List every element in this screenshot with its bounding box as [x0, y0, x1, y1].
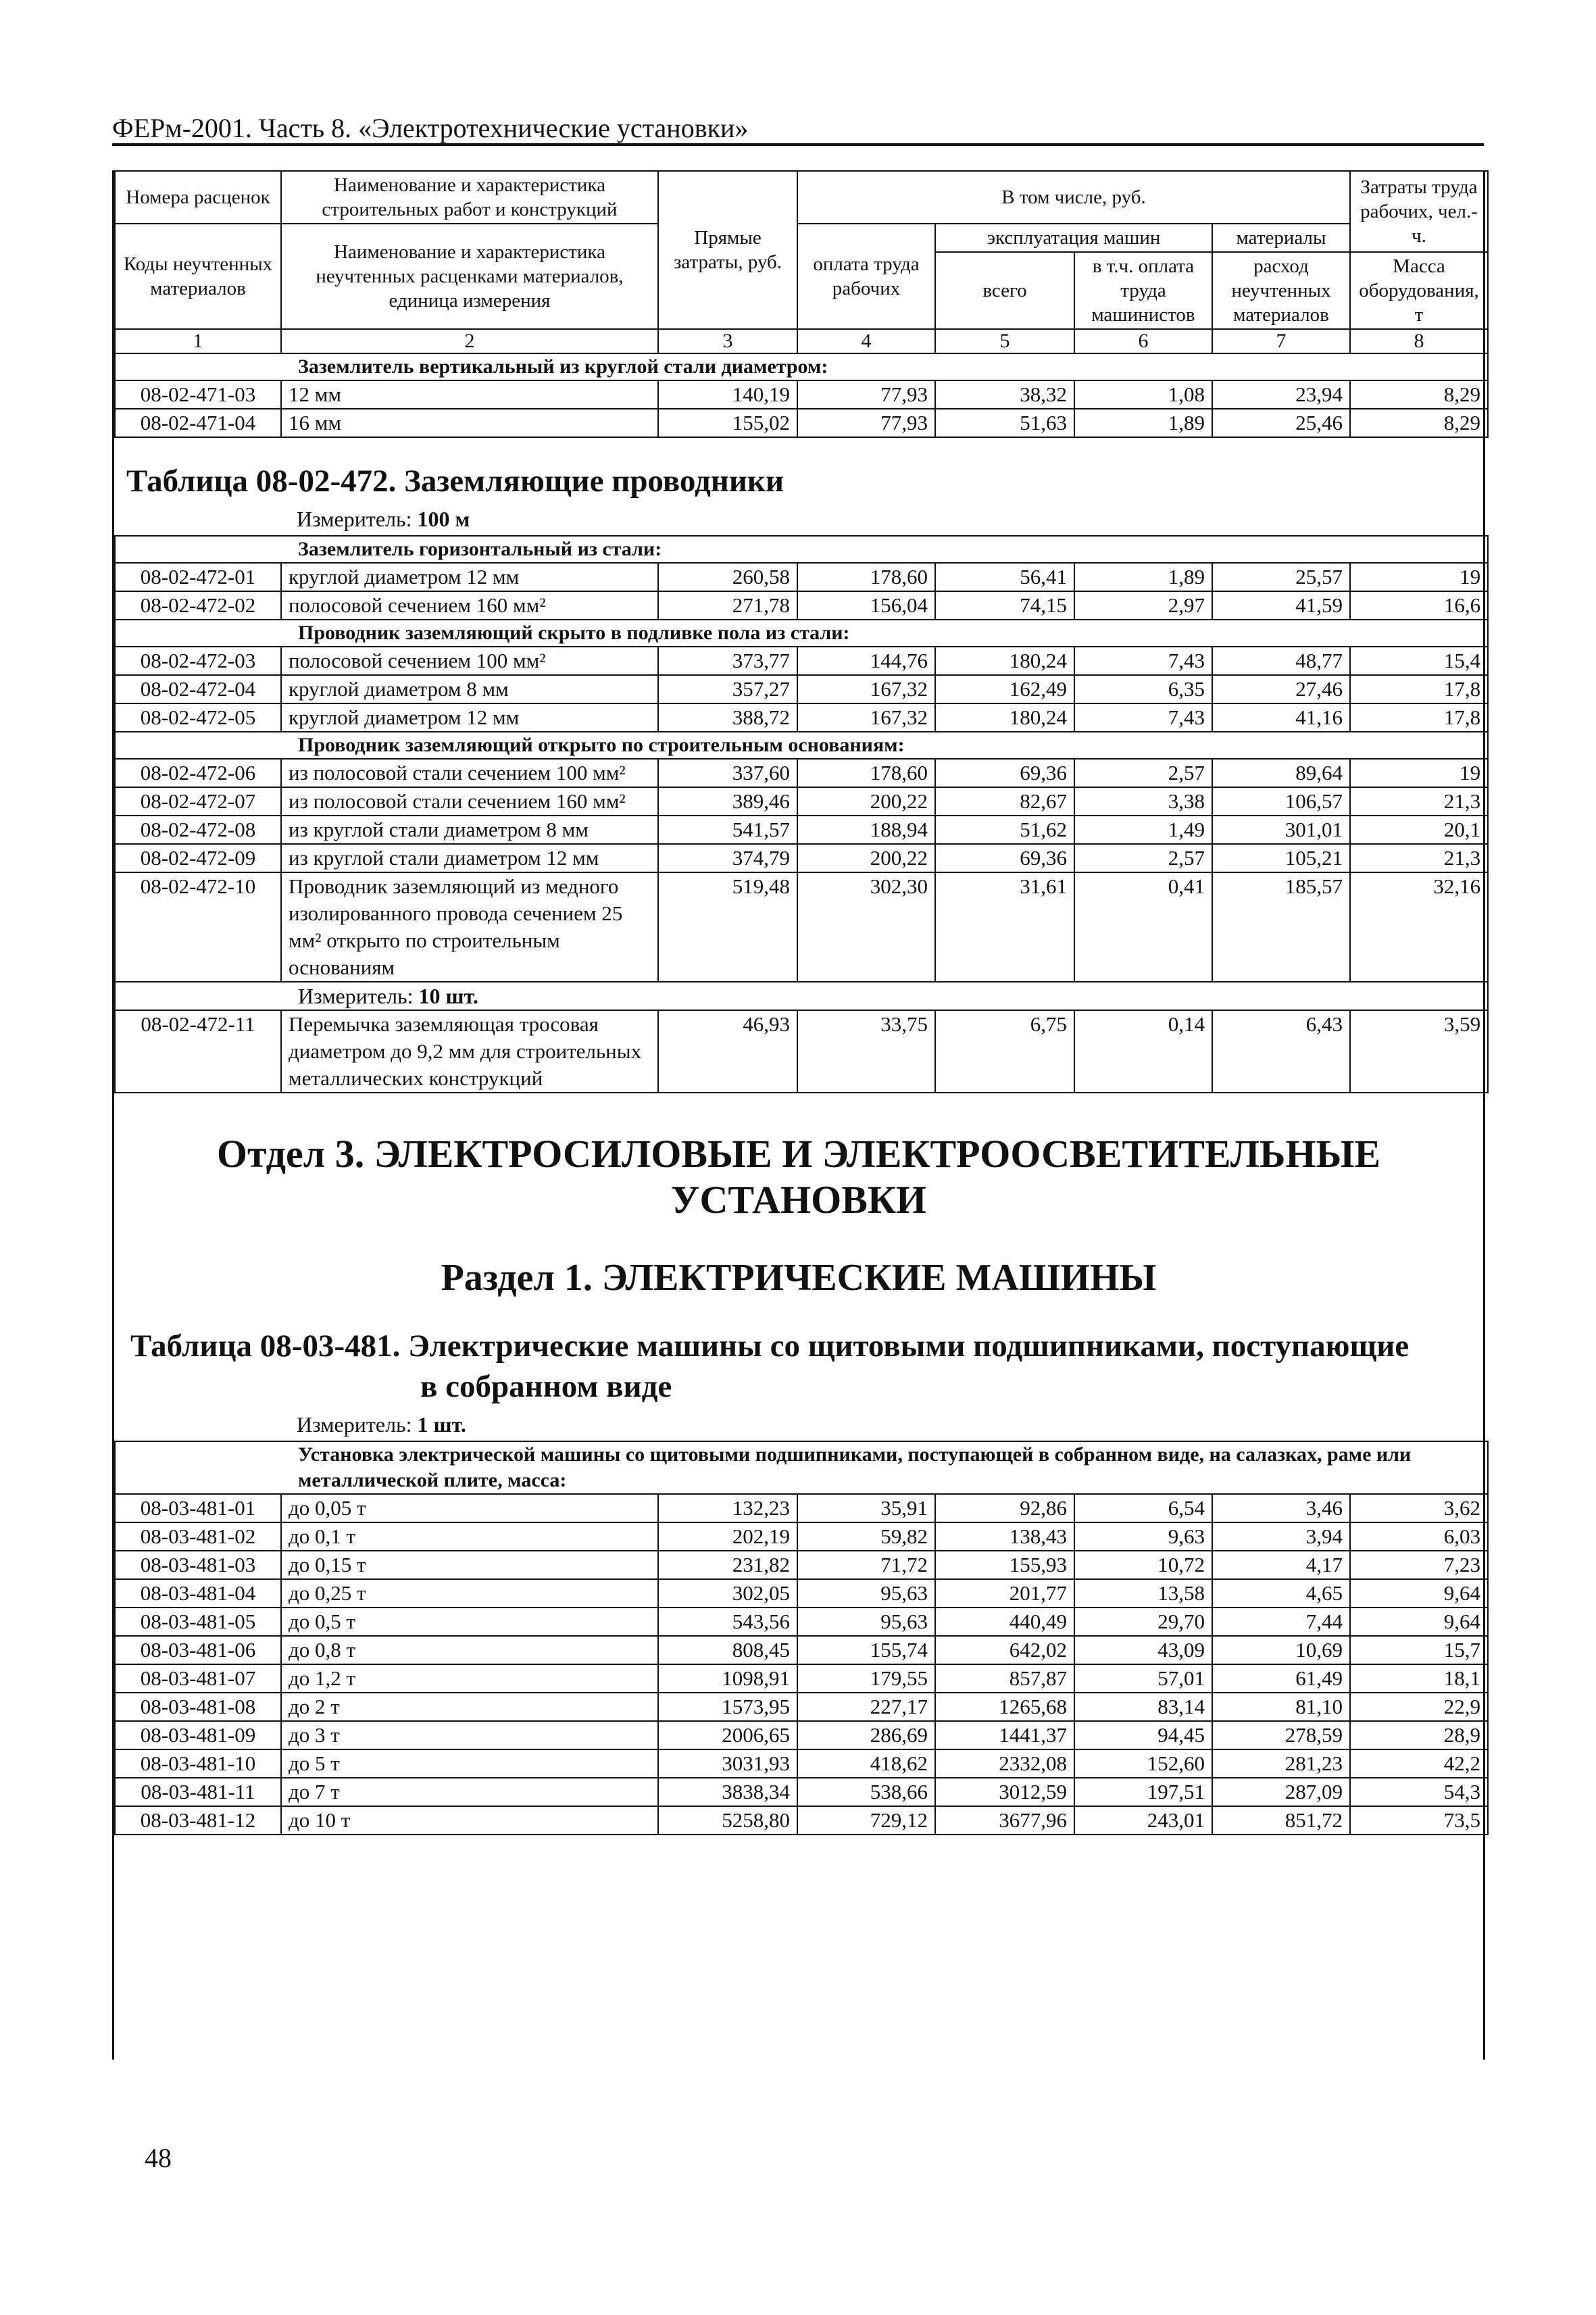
row-value: 3031,93	[658, 1749, 797, 1778]
group-heading: Заземлитель горизонтальный из стали:	[115, 536, 1488, 563]
row-value: 42,2	[1350, 1749, 1488, 1778]
row-value: 3012,59	[935, 1778, 1074, 1806]
row-value: 185,57	[1212, 872, 1350, 982]
row-value: 3,38	[1074, 787, 1212, 816]
row-value: 156,04	[797, 591, 935, 620]
row-value: 21,3	[1350, 787, 1488, 816]
row-value: 106,57	[1212, 787, 1350, 816]
hdr-naim-top: Наименование и характеристика строительных работ и конструкций	[281, 171, 658, 224]
row-value: 105,21	[1212, 844, 1350, 872]
row-value: 1098,91	[658, 1664, 797, 1693]
row-value: 28,9	[1350, 1721, 1488, 1749]
table-row	[115, 1664, 1488, 1693]
row-value: 9,63	[1074, 1522, 1212, 1551]
row-value: 278,59	[1212, 1721, 1350, 1749]
row-value: 1,49	[1074, 816, 1212, 844]
row-name: Перемычка заземляющая тросовая диаметром до 9,2 мм для строительных металлических конструкций	[281, 1010, 658, 1093]
row-value: 857,87	[935, 1664, 1074, 1693]
row-value: 77,93	[797, 380, 935, 409]
table-row	[115, 1636, 1488, 1664]
row-value: 1265,68	[935, 1693, 1074, 1721]
column-number: 7	[1212, 329, 1350, 353]
row-value: 13,58	[1074, 1579, 1212, 1608]
row-code: 08-03-481-10	[115, 1749, 281, 1778]
table-row	[115, 844, 1488, 872]
row-value: 808,45	[658, 1636, 797, 1664]
hdr-ekspl: эксплуатация машин	[935, 224, 1212, 252]
row-value: 22,9	[1350, 1693, 1488, 1721]
row-value: 23,94	[1212, 380, 1350, 409]
row-code: 08-03-481-06	[115, 1636, 281, 1664]
row-name: до 2 т	[281, 1693, 658, 1721]
row-value: 8,29	[1350, 380, 1488, 409]
group-heading: Проводник заземляющий скрыто в подливке пола из стали:	[115, 620, 1488, 647]
row-name: из круглой стали диаметром 8 мм	[281, 816, 658, 844]
row-value: 9,64	[1350, 1608, 1488, 1636]
row-code: 08-02-472-11	[115, 1010, 281, 1093]
row-value: 71,72	[797, 1551, 935, 1579]
row-value: 7,23	[1350, 1551, 1488, 1579]
row-code: 08-02-472-08	[115, 816, 281, 844]
row-code: 08-03-481-03	[115, 1551, 281, 1579]
column-number: 8	[1350, 329, 1488, 353]
row-value: 0,41	[1074, 872, 1212, 982]
row-value: 83,14	[1074, 1693, 1212, 1721]
row-value: 260,58	[658, 563, 797, 591]
row-value: 202,19	[658, 1522, 797, 1551]
row-value: 51,62	[935, 816, 1074, 844]
table-472	[114, 535, 1489, 1093]
row-value: 0,14	[1074, 1010, 1212, 1093]
row-value: 138,43	[935, 1522, 1074, 1551]
row-name: полосовой сечением 160 мм²	[281, 591, 658, 620]
column-number: 4	[797, 329, 935, 353]
row-value: 3,46	[1212, 1494, 1350, 1522]
row-code: 08-03-481-02	[115, 1522, 281, 1551]
measure-label: Измеритель:	[298, 984, 414, 1008]
table-472-title: Таблица 08-02-472. Заземляющие проводники	[126, 464, 784, 499]
table-481-title-line2: в собранном виде	[420, 1369, 672, 1404]
row-value: 51,63	[935, 409, 1074, 437]
row-value: 3,62	[1350, 1494, 1488, 1522]
row-value: 16,6	[1350, 591, 1488, 620]
row-value: 286,69	[797, 1721, 935, 1749]
row-value: 543,56	[658, 1608, 797, 1636]
table-481-title-line1: Таблица 08-03-481. Электрические машины со щитовыми подшипниками, поступающие	[130, 1328, 1410, 1364]
page-frame	[112, 170, 1485, 2060]
row-value: 167,32	[797, 675, 935, 703]
row-value: 69,36	[935, 844, 1074, 872]
row-value: 35,91	[797, 1494, 935, 1522]
row-code: 08-03-481-05	[115, 1608, 281, 1636]
row-value: 642,02	[935, 1636, 1074, 1664]
table-row	[115, 1579, 1488, 1608]
row-value: 3838,34	[658, 1778, 797, 1806]
row-name: до 7 т	[281, 1778, 658, 1806]
row-value: 10,72	[1074, 1551, 1212, 1579]
row-value: 69,36	[935, 759, 1074, 787]
row-value: 17,8	[1350, 703, 1488, 732]
row-value: 31,61	[935, 872, 1074, 982]
row-value: 15,7	[1350, 1636, 1488, 1664]
row-value: 43,09	[1074, 1636, 1212, 1664]
hdr-vsego: всего	[935, 252, 1074, 329]
row-value: 281,23	[1212, 1749, 1350, 1778]
row-name: Проводник заземляющий из медного изолированного провода сечением 25 мм² открыто по строительным основаниям	[281, 872, 658, 982]
row-value: 56,41	[935, 563, 1074, 591]
row-value: 243,01	[1074, 1806, 1212, 1835]
table-row	[115, 675, 1488, 703]
row-value: 41,59	[1212, 591, 1350, 620]
row-value: 729,12	[797, 1806, 935, 1835]
running-header: ФЕРм-2001. Часть 8. «Электротехнические установки»	[112, 113, 749, 143]
table-row	[115, 759, 1488, 787]
row-value: 82,67	[935, 787, 1074, 816]
column-number: 5	[935, 329, 1074, 353]
row-value: 17,8	[1350, 675, 1488, 703]
row-value: 94,45	[1074, 1721, 1212, 1749]
row-value: 9,64	[1350, 1579, 1488, 1608]
row-value: 15,4	[1350, 647, 1488, 675]
row-value: 19	[1350, 563, 1488, 591]
hdr-oplata: оплата труда рабочих	[797, 224, 935, 329]
table-row	[115, 647, 1488, 675]
column-number: 6	[1074, 329, 1212, 353]
table-row	[115, 1551, 1488, 1579]
row-value: 337,60	[658, 759, 797, 787]
row-value: 1573,95	[658, 1693, 797, 1721]
table-row	[115, 1721, 1488, 1749]
row-value: 538,66	[797, 1778, 935, 1806]
table-row	[115, 409, 1488, 437]
column-number: 3	[658, 329, 797, 353]
row-value: 46,93	[658, 1010, 797, 1093]
row-value: 200,22	[797, 844, 935, 872]
row-name: до 0,05 т	[281, 1494, 658, 1522]
row-name: полосовой сечением 100 мм²	[281, 647, 658, 675]
row-value: 33,75	[797, 1010, 935, 1093]
column-number: 1	[115, 329, 281, 353]
row-code: 08-02-472-07	[115, 787, 281, 816]
table-row	[115, 380, 1488, 409]
hdr-rashod: расход неучтенных материалов	[1212, 252, 1350, 329]
row-value: 7,44	[1212, 1608, 1350, 1636]
row-value: 29,70	[1074, 1608, 1212, 1636]
row-value: 188,94	[797, 816, 935, 844]
row-value: 519,48	[658, 872, 797, 982]
row-value: 2,97	[1074, 591, 1212, 620]
row-value: 3,59	[1350, 1010, 1488, 1093]
group-heading: Проводник заземляющий открыто по строительным основаниям:	[115, 732, 1488, 759]
row-value: 167,32	[797, 703, 935, 732]
row-value: 4,65	[1212, 1579, 1350, 1608]
row-code: 08-02-472-06	[115, 759, 281, 787]
row-value: 2,57	[1074, 844, 1212, 872]
row-value: 357,27	[658, 675, 797, 703]
row-name: круглой диаметром 12 мм	[281, 703, 658, 732]
table-row	[115, 1806, 1488, 1835]
row-name: до 5 т	[281, 1749, 658, 1778]
row-value: 19	[1350, 759, 1488, 787]
dept-title-line2: УСТАНОВКИ	[670, 1178, 927, 1222]
table-row	[115, 787, 1488, 816]
row-value: 38,32	[935, 380, 1074, 409]
row-value: 178,60	[797, 563, 935, 591]
row-code: 08-02-472-04	[115, 675, 281, 703]
row-value: 27,46	[1212, 675, 1350, 703]
dept-title-line1: Отдел 3. ЭЛЕКТРОСИЛОВЫЕ И ЭЛЕКТРООСВЕТИТЕЛЬНЫЕ	[216, 1132, 1381, 1176]
row-value: 20,1	[1350, 816, 1488, 844]
row-name: из круглой стали диаметром 12 мм	[281, 844, 658, 872]
measure-value: 10 шт.	[418, 984, 478, 1008]
row-value: 2006,65	[658, 1721, 797, 1749]
row-value: 1,89	[1074, 563, 1212, 591]
row-name: из полосовой стали сечением 100 мм²	[281, 759, 658, 787]
row-name: до 0,1 т	[281, 1522, 658, 1551]
row-value: 389,46	[658, 787, 797, 816]
hdr-materialy: материалы	[1212, 224, 1350, 252]
row-value: 301,01	[1212, 816, 1350, 844]
row-value: 2,57	[1074, 759, 1212, 787]
row-value: 48,77	[1212, 647, 1350, 675]
row-name: круглой диаметром 8 мм	[281, 675, 658, 703]
row-code: 08-03-481-08	[115, 1693, 281, 1721]
measure-label: Измеритель:	[297, 507, 412, 531]
row-code: 08-02-472-02	[115, 591, 281, 620]
row-value: 388,72	[658, 703, 797, 732]
row-value: 5258,80	[658, 1806, 797, 1835]
row-value: 201,77	[935, 1579, 1074, 1608]
hdr-kody: Коды неучтенных материалов	[115, 224, 281, 329]
row-code: 08-02-472-10	[115, 872, 281, 982]
razdel-title: Раздел 1. ЭЛЕКТРИЧЕСКИЕ МАШИНЫ	[441, 1257, 1157, 1299]
row-name: из полосовой стали сечением 160 мм²	[281, 787, 658, 816]
table-row	[115, 1494, 1488, 1522]
row-value: 61,49	[1212, 1664, 1350, 1693]
row-value: 18,1	[1350, 1664, 1488, 1693]
row-value: 6,43	[1212, 1010, 1350, 1093]
row-value: 302,30	[797, 872, 935, 982]
row-value: 4,17	[1212, 1551, 1350, 1579]
hdr-vtch: в т.ч. оплата труда машинистов	[1074, 252, 1212, 329]
header-table	[114, 170, 1489, 438]
row-value: 59,82	[797, 1522, 935, 1551]
row-value: 10,69	[1212, 1636, 1350, 1664]
column-number: 2	[281, 329, 658, 353]
measure-value: 1 шт.	[417, 1412, 466, 1437]
row-name: до 0,25 т	[281, 1579, 658, 1608]
row-code: 08-03-481-04	[115, 1579, 281, 1608]
row-value: 7,43	[1074, 703, 1212, 732]
row-value: 180,24	[935, 703, 1074, 732]
table-row	[115, 563, 1488, 591]
measure-line	[114, 1407, 1483, 1441]
row-value: 178,60	[797, 759, 935, 787]
measure-row	[115, 982, 1488, 1010]
measure-line	[114, 501, 1483, 535]
row-value: 1,08	[1074, 380, 1212, 409]
table-row	[115, 1778, 1488, 1806]
row-value: 200,22	[797, 787, 935, 816]
row-value: 2332,08	[935, 1749, 1074, 1778]
row-value: 41,16	[1212, 703, 1350, 732]
table-row	[115, 591, 1488, 620]
table-row	[115, 1693, 1488, 1721]
row-value: 8,29	[1350, 409, 1488, 437]
row-code: 08-02-471-04	[115, 409, 281, 437]
row-value: 302,05	[658, 1579, 797, 1608]
row-value: 440,49	[935, 1608, 1074, 1636]
table-row	[115, 1749, 1488, 1778]
row-value: 418,62	[797, 1749, 935, 1778]
header-rule	[112, 143, 1484, 146]
row-value: 25,46	[1212, 409, 1350, 437]
row-code: 08-02-472-05	[115, 703, 281, 732]
row-code: 08-03-481-11	[115, 1778, 281, 1806]
row-value: 3,94	[1212, 1522, 1350, 1551]
row-name: до 1,2 т	[281, 1664, 658, 1693]
row-value: 374,79	[658, 844, 797, 872]
row-value: 155,93	[935, 1551, 1074, 1579]
row-value: 1,89	[1074, 409, 1212, 437]
row-value: 6,54	[1074, 1494, 1212, 1522]
row-value: 541,57	[658, 816, 797, 844]
row-value: 287,09	[1212, 1778, 1350, 1806]
hdr-massa: Масса оборудования, т	[1350, 252, 1488, 329]
measure-label: Измеритель:	[297, 1412, 412, 1437]
row-value: 179,55	[797, 1664, 935, 1693]
row-value: 231,82	[658, 1551, 797, 1579]
row-value: 6,35	[1074, 675, 1212, 703]
row-value: 95,63	[797, 1608, 935, 1636]
row-value: 180,24	[935, 647, 1074, 675]
row-value: 152,60	[1074, 1749, 1212, 1778]
row-code: 08-02-472-03	[115, 647, 281, 675]
row-value: 144,76	[797, 647, 935, 675]
group-heading: Установка электрической машины со щитовыми подшипниками, поступающей в собранном виде, на салазках, раме или металлической плите, масса:	[115, 1441, 1488, 1494]
row-value: 140,19	[658, 380, 797, 409]
row-value: 271,78	[658, 591, 797, 620]
row-value: 92,86	[935, 1494, 1074, 1522]
row-value: 95,63	[797, 1579, 935, 1608]
row-value: 227,17	[797, 1693, 935, 1721]
table-481-title	[114, 1300, 1483, 1407]
row-value: 155,02	[658, 409, 797, 437]
table-row	[115, 872, 1488, 982]
row-value: 89,64	[1212, 759, 1350, 787]
table-row	[115, 703, 1488, 732]
table-481	[114, 1441, 1489, 1835]
row-name: до 10 т	[281, 1806, 658, 1835]
row-code: 08-02-471-03	[115, 380, 281, 409]
hdr-naim-bottom: Наименование и характеристика неучтенных расценками материалов, единица измерения	[281, 224, 658, 329]
row-value: 81,10	[1212, 1693, 1350, 1721]
row-code: 08-03-481-09	[115, 1721, 281, 1749]
row-code: 08-03-481-01	[115, 1494, 281, 1522]
row-name: до 0,15 т	[281, 1551, 658, 1579]
table-row	[115, 1522, 1488, 1551]
row-code: 08-03-481-07	[115, 1664, 281, 1693]
row-value: 373,77	[658, 647, 797, 675]
row-value: 6,75	[935, 1010, 1074, 1093]
row-value: 54,3	[1350, 1778, 1488, 1806]
row-value: 197,51	[1074, 1778, 1212, 1806]
row-value: 21,3	[1350, 844, 1488, 872]
row-name: до 0,5 т	[281, 1608, 658, 1636]
row-value: 3677,96	[935, 1806, 1074, 1835]
row-value: 77,93	[797, 409, 935, 437]
page-number: 48	[145, 2143, 172, 2173]
row-value: 74,15	[935, 591, 1074, 620]
row-name: до 0,8 т	[281, 1636, 658, 1664]
row-code: 08-03-481-12	[115, 1806, 281, 1835]
table-row	[115, 1010, 1488, 1093]
row-code: 08-02-472-09	[115, 844, 281, 872]
row-value: 162,49	[935, 675, 1074, 703]
row-code: 08-02-472-01	[115, 563, 281, 591]
row-value: 155,74	[797, 1636, 935, 1664]
row-value: 57,01	[1074, 1664, 1212, 1693]
row-value: 7,43	[1074, 647, 1212, 675]
row-value: 851,72	[1212, 1806, 1350, 1835]
row-value: 32,16	[1350, 872, 1488, 982]
table-row	[115, 1608, 1488, 1636]
row-value: 25,57	[1212, 563, 1350, 591]
measure-value: 100 м	[417, 507, 470, 531]
hdr-pryamye: Прямые затраты, руб.	[658, 171, 797, 329]
row-value: 73,5	[1350, 1806, 1488, 1835]
hdr-zatraty: Затраты труда рабочих, чел.-ч.	[1350, 171, 1488, 252]
dept-title	[114, 1093, 1483, 1223]
group-heading: Заземлитель вертикальный из круглой стали диаметром:	[115, 353, 1488, 380]
row-value: 132,23	[658, 1494, 797, 1522]
hdr-nomer: Номера расценок	[115, 171, 281, 224]
row-value: 6,03	[1350, 1522, 1488, 1551]
row-name: 12 мм	[281, 380, 658, 409]
row-name: до 3 т	[281, 1721, 658, 1749]
table-row	[115, 816, 1488, 844]
row-name: 16 мм	[281, 409, 658, 437]
row-name: круглой диаметром 12 мм	[281, 563, 658, 591]
row-value: 1441,37	[935, 1721, 1074, 1749]
hdr-v-tom-chisle: В том числе, руб.	[797, 171, 1350, 224]
